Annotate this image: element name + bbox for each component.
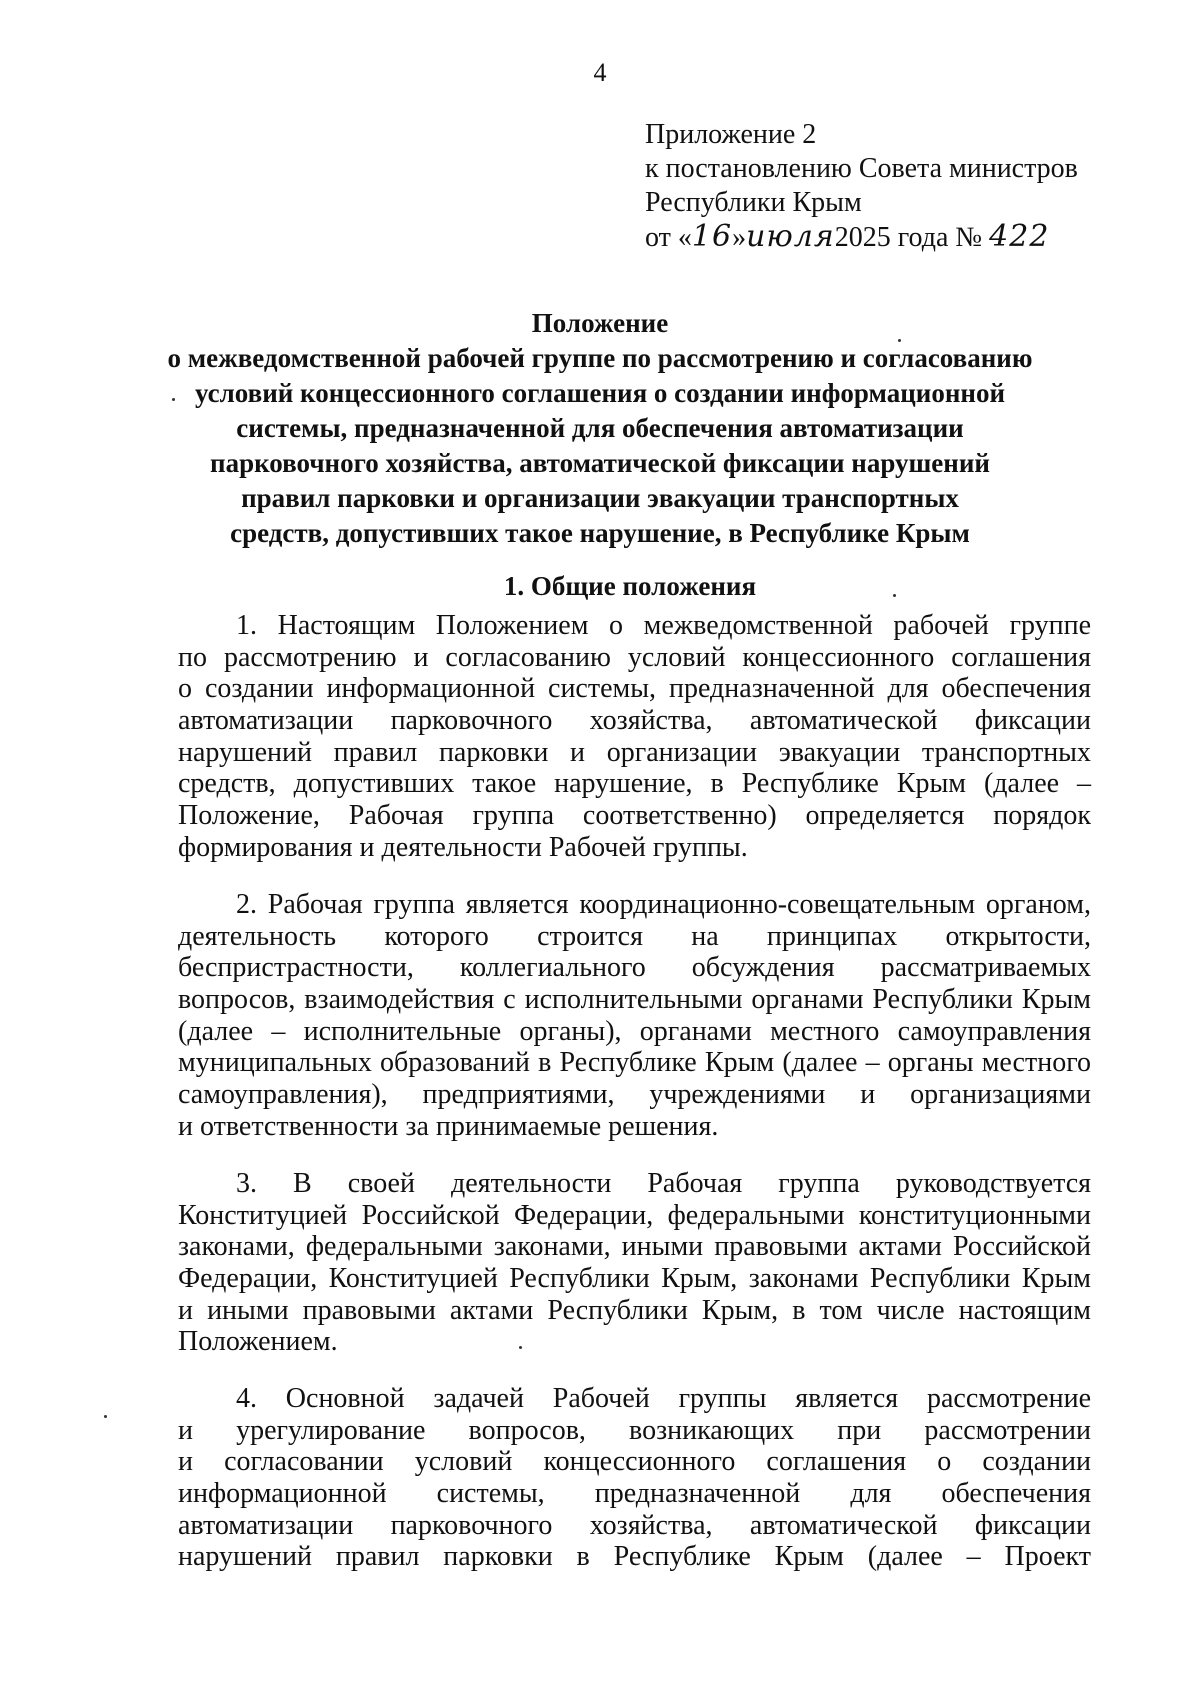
date-prefix: от «	[645, 222, 692, 253]
annex-resolution-ref: к постановлению Совета министров	[645, 153, 1078, 184]
paragraph-line: беспристрастности, коллегиального обсуждения рассматриваемых	[178, 952, 1091, 984]
paragraph-line: 1. Настоящим Положением о межведомственной рабочей группе	[236, 610, 1091, 641]
title-line: Положение	[531, 308, 669, 338]
annex-issuer: Республики Крым	[645, 187, 862, 218]
annex-date-line	[645, 220, 1078, 255]
paragraph-line: информационной системы, предназначенной для обеспечения	[178, 1478, 1091, 1510]
page-number: 4	[593, 58, 607, 87]
paragraph-4	[178, 1383, 1091, 1573]
handwritten-month: июля	[746, 219, 835, 254]
paragraph-line: Положением.	[178, 1326, 338, 1358]
paragraph-line: и урегулирование вопросов, возникающих при рассмотрении	[178, 1414, 1091, 1446]
paragraph-line: 2. Рабочая группа является координационно-совещательным органом,	[236, 889, 1091, 920]
paragraph-line: деятельность которого строится на принципах открытости,	[178, 920, 1091, 952]
paragraph-line: самоуправления), предприятиями, учреждениями и организациями	[178, 1079, 1091, 1111]
paragraph-line: и иными правовыми актами Республики Крым, в том числе настоящим	[178, 1294, 1091, 1326]
paragraph-line: Федерации, Конституцией Республики Крым, законами Республики Крым	[178, 1263, 1091, 1295]
paragraph-line: 4. Основной задачей Рабочей группы является рассмотрение	[236, 1383, 1091, 1414]
paragraph-line: муниципальных образований в Республике Крым (далее – органы местного	[178, 1047, 1091, 1079]
paragraph-line: о создании информационной системы, предназначенной для обеспечения	[178, 673, 1091, 705]
paragraph-line: автоматизации парковочного хозяйства, автоматической фиксации	[178, 705, 1091, 737]
title-line: условий концессионного соглашения о создании информационной	[194, 378, 1005, 408]
paragraph-line: вопросов, взаимодействия с исполнительными органами Республики Крым	[178, 984, 1091, 1016]
paragraph-line: (далее – исполнительные органы), органами местного самоуправления	[178, 1015, 1091, 1047]
paragraph-line: нарушений правил парковки в Республике Крым (далее – Проект	[178, 1541, 1091, 1573]
paragraph-line: формирования и деятельности Рабочей группы.	[178, 831, 748, 863]
paragraph-line: автоматизации парковочного хозяйства, автоматической фиксации	[178, 1509, 1091, 1541]
date-mid: »	[732, 222, 747, 253]
title-line: о межведомственной рабочей группе по рассмотрению и согласованию	[167, 343, 1033, 373]
paragraph-line: Конституцией Российской Федерации, федеральными конституционными	[178, 1199, 1091, 1231]
paragraph-3	[178, 1168, 1091, 1358]
paragraph-line: по рассмотрению и согласованию условий концессионного соглашения	[178, 641, 1091, 673]
annex-title: Приложение 2	[645, 119, 817, 150]
paragraph-line: законами, федеральными законами, иными правовыми актами Российской	[178, 1231, 1091, 1263]
paragraph-2	[178, 889, 1091, 1143]
title-line: парковочного хозяйства, автоматической фиксации нарушений	[210, 448, 990, 478]
section-heading: 1. Общие положения	[503, 571, 757, 601]
scan-speck	[519, 1346, 522, 1349]
scan-speck	[104, 1415, 107, 1418]
title-line: системы, предназначенной для обеспечения автоматизации	[236, 413, 964, 443]
scan-speck	[893, 594, 896, 597]
handwritten-number: 422	[989, 219, 1050, 254]
paragraph-line: и ответственности за принимаемые решения.	[178, 1110, 719, 1142]
paragraph-line: средств, допустивших такое нарушение, в Республике Крым (далее –	[178, 768, 1091, 800]
paragraph-line: Положение, Рабочая группа соответственно) определяется порядок	[178, 800, 1091, 832]
annex-header	[645, 118, 1078, 255]
date-suffix: 2025 года №	[834, 222, 983, 253]
document-title	[150, 306, 1050, 551]
title-line: средств, допустивших такое нарушение, в Республике Крым	[230, 518, 970, 548]
paragraph-line: 3. В своей деятельности Рабочая группа руководствуется	[236, 1168, 1091, 1199]
scan-speck	[898, 339, 901, 342]
scan-speck	[172, 398, 175, 401]
paragraph-line: и согласовании условий концессионного соглашения о создании	[178, 1446, 1091, 1478]
handwritten-day: 16	[691, 219, 733, 254]
title-line: правил парковки и организации эвакуации транспортных	[241, 483, 959, 513]
paragraph-1	[178, 610, 1091, 864]
paragraph-line: нарушений правил парковки и организации эвакуации транспортных	[178, 736, 1091, 768]
